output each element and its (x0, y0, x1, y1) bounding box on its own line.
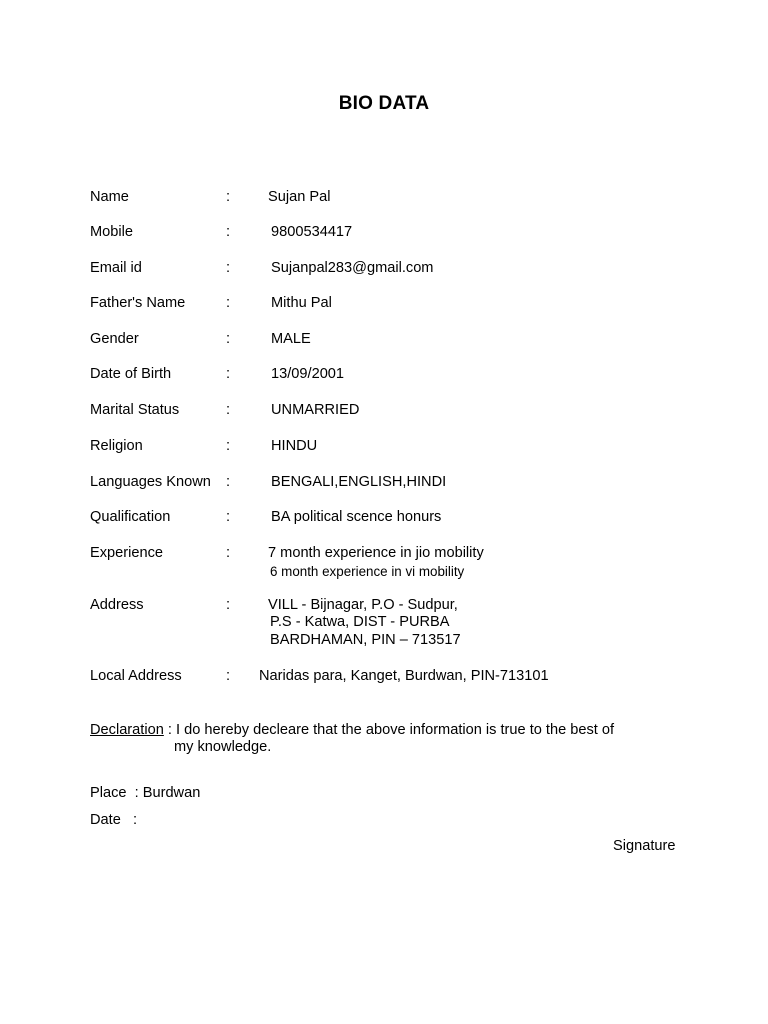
field-label: Marital Status (90, 402, 180, 418)
field-value: UNMARRIED (271, 402, 360, 418)
field-colon: : (226, 668, 231, 684)
declaration-text-line2: my knowledge. (174, 739, 272, 755)
field-value: HINDU (271, 438, 318, 454)
field-value: Sujan Pal (268, 189, 331, 205)
field-value: BENGALI,ENGLISH,HINDI (271, 474, 447, 490)
field-colon: : (226, 474, 231, 490)
field-label: Email id (90, 260, 142, 276)
field-colon: : (226, 260, 231, 276)
place-value: Burdwan (142, 785, 201, 801)
field-colon: : (226, 366, 231, 382)
field-value-line2: 6 month experience in vi mobility (270, 564, 465, 579)
field-label: Experience (90, 545, 164, 561)
field-value: Mithu Pal (271, 295, 332, 311)
field-value: Sujanpal283@gmail.com (271, 260, 434, 276)
place-line (90, 785, 200, 802)
field-label: Mobile (90, 224, 133, 240)
field-colon: : (226, 509, 231, 525)
field-colon: : (226, 295, 231, 311)
field-colon: : (226, 331, 231, 347)
place-separator: : (126, 785, 143, 801)
field-value: 7 month experience in jio mobility (268, 545, 484, 561)
field-colon: : (226, 438, 231, 454)
field-value-line3: BARDHAMAN, PIN – 713517 (270, 632, 461, 648)
field-label: Date of Birth (90, 366, 172, 382)
field-label: Father's Name (90, 295, 186, 311)
field-colon: : (226, 402, 231, 418)
field-value: 9800534417 (271, 224, 353, 240)
field-value: VILL - Bijnagar, P.O - Sudpur, (268, 597, 458, 613)
field-label: Gender (90, 331, 139, 347)
field-label: Address (90, 597, 144, 613)
signature-label: Signature (613, 838, 676, 854)
field-label: Name (90, 189, 129, 205)
date-line (90, 812, 137, 829)
field-colon: : (226, 597, 231, 613)
place-label: Place (90, 785, 127, 801)
declaration-text-line1: I do hereby decleare that the above information is true to the best of (176, 722, 615, 738)
field-value: BA political scence honurs (271, 509, 442, 525)
declaration-separator: : (163, 722, 176, 738)
declaration (90, 722, 650, 756)
field-label: Religion (90, 438, 143, 454)
field-value: MALE (271, 331, 311, 347)
date-label: Date (90, 812, 121, 828)
field-colon: : (226, 224, 231, 240)
date-separator: : (120, 812, 138, 828)
field-label: Qualification (90, 509, 171, 525)
field-value: 13/09/2001 (271, 366, 345, 382)
field-label: Languages Known (90, 474, 211, 490)
field-value-line2: P.S - Katwa, DIST - PURBA (270, 614, 450, 630)
document-title: BIO DATA (338, 93, 430, 114)
declaration-label: Declaration (90, 722, 164, 738)
field-colon: : (226, 189, 231, 205)
field-colon: : (226, 545, 231, 561)
field-label: Local Address (90, 668, 182, 684)
field-value: Naridas para, Kanget, Burdwan, PIN-713101 (259, 668, 549, 684)
